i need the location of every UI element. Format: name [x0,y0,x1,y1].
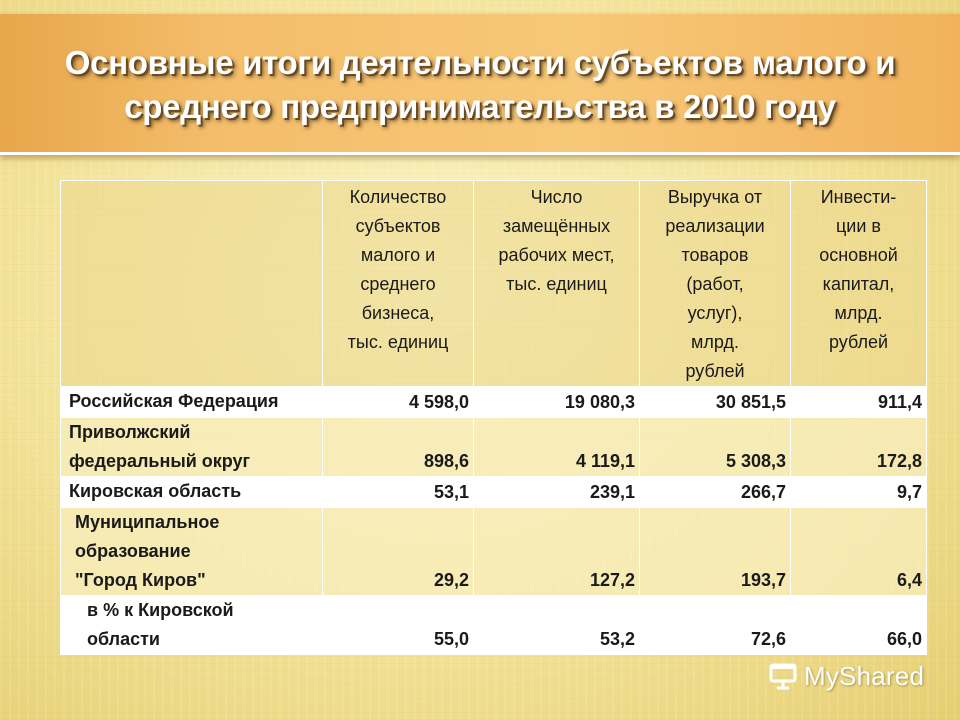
table-cell: 193,7 [640,508,791,596]
table-row [61,418,927,477]
slide-title-line-1: Основные итоги деятельности субъектов малого и [64,44,896,81]
table-cell: 5 308,3 [640,418,791,477]
table-row [61,477,927,508]
title-band [0,14,960,155]
table-row [61,596,927,655]
table-cell: 29,2 [323,508,474,596]
table-cell: 266,7 [640,477,791,508]
table-header-row [61,181,927,387]
table-cell: 4 598,0 [323,387,474,418]
table-cell: 19 080,3 [474,387,640,418]
table-cell: 239,1 [474,477,640,508]
myshared-watermark [768,658,924,694]
table-cell: 127,2 [474,508,640,596]
results-table [60,180,927,655]
table-cell: 55,0 [323,596,474,655]
table-cell: 172,8 [791,418,927,477]
table-row [61,387,927,418]
column-header-revenue: Выручка от реализации товаров (работ, услуг), млрд. рублей [640,181,791,387]
column-header-jobs: Число замещённых рабочих мест, тыс. единиц [474,181,640,387]
row-label: в % к Кировской области [61,596,323,655]
table-cell: 911,4 [791,387,927,418]
table-corner-cell [61,181,323,387]
table-cell: 6,4 [791,508,927,596]
table-cell: 30 851,5 [640,387,791,418]
row-label: Кировская область [61,477,323,508]
column-header-investments: Инвести- ции в основной капитал, млрд. рублей [791,181,927,387]
row-label: Российская Федерация [61,387,323,418]
table-cell: 72,6 [640,596,791,655]
table-cell: 53,2 [474,596,640,655]
column-header-businesses: Количество субъектов малого и среднего бизнеса, тыс. единиц [323,181,474,387]
projector-screen-icon [768,661,798,691]
watermark-text: MyShared [804,660,925,691]
table-cell: 9,7 [791,477,927,508]
slide-title-line-2: среднего предпринимательства в 2010 году [124,88,836,125]
row-label: Приволжский федеральный округ [61,418,323,477]
table-cell: 53,1 [323,477,474,508]
table-cell: 4 119,1 [474,418,640,477]
table-cell: 898,6 [323,418,474,477]
table-row [61,508,927,596]
row-label: Муниципальное образование "Город Киров" [61,508,323,596]
table-cell: 66,0 [791,596,927,655]
